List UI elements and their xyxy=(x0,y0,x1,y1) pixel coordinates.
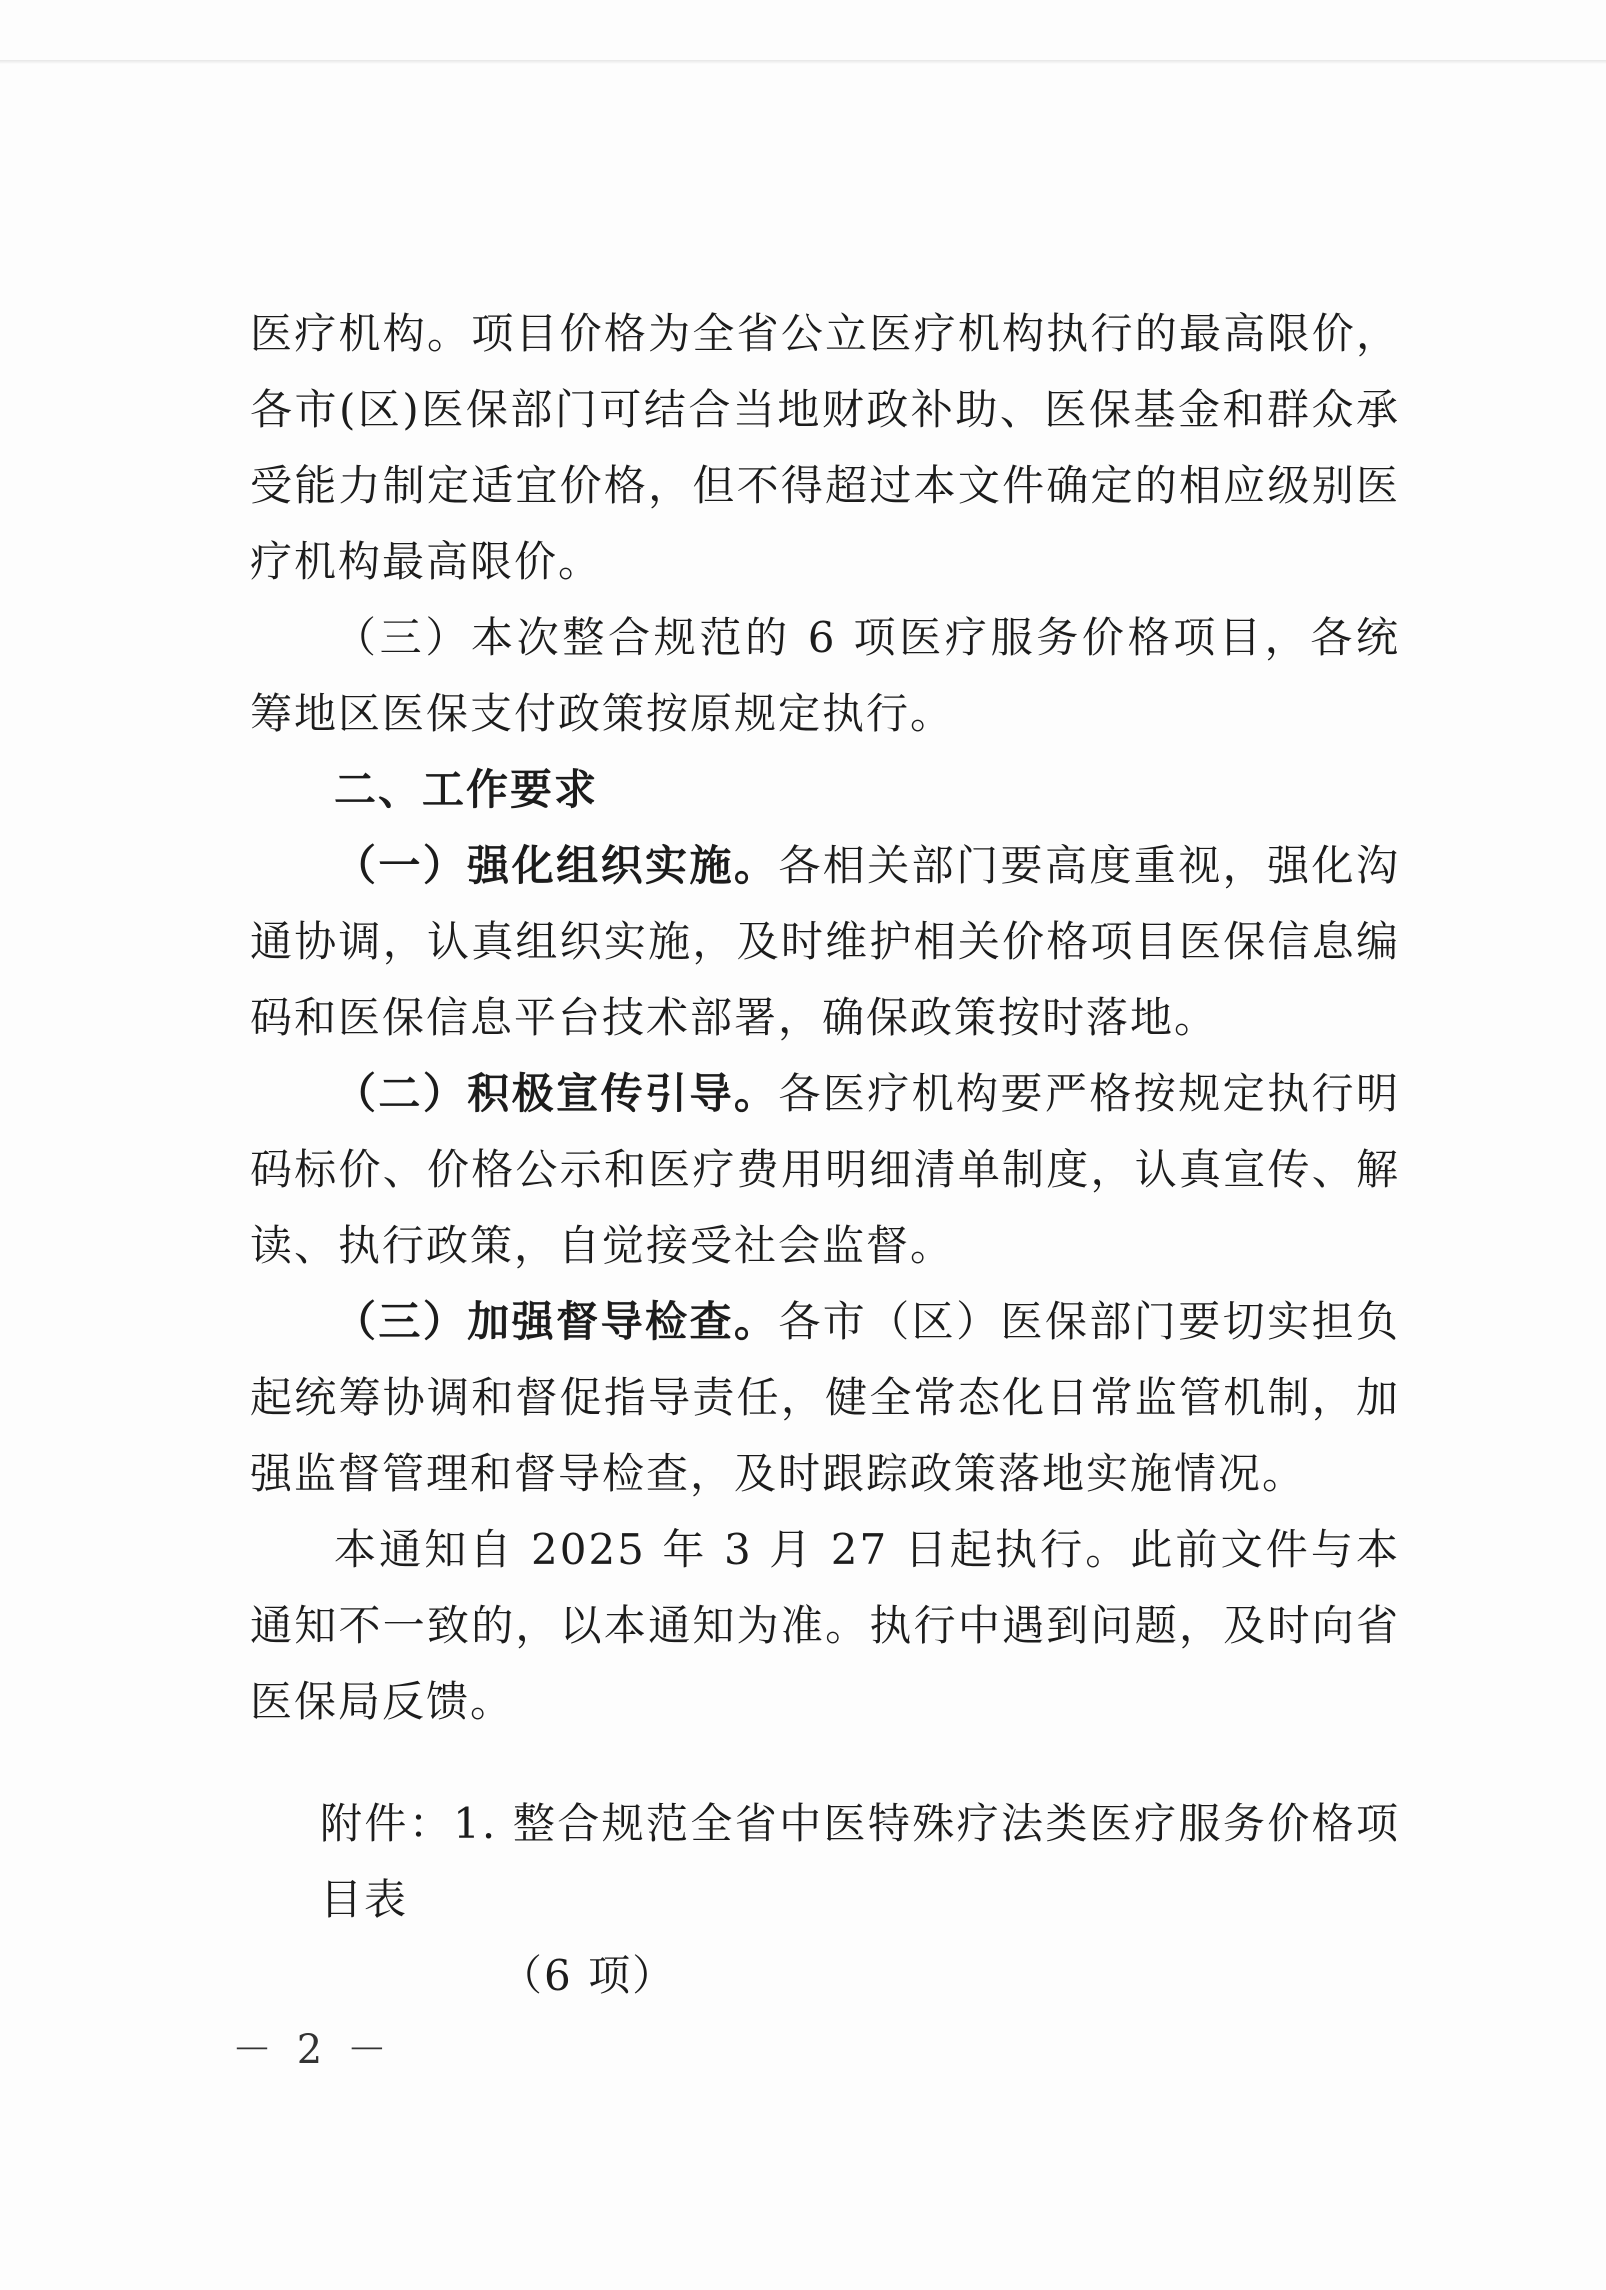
attachment-line-continued: （6 项） xyxy=(500,1951,677,2000)
paragraph-text-publicity: 各医疗机构要严格按规定执行明码标价、价格公示和医疗费用明细清单制度，认真宣传、解读、执行政策，自觉接受社会监督。 xyxy=(250,1069,1400,1270)
paragraph-text-supervision: 各市（区）医保部门要切实担负起统筹协调和督促指导责任，健全常态化日常监管机制，加强监督管理和督导检查，及时跟踪政策落地实施情况。 xyxy=(250,1297,1400,1498)
paragraph-publicity xyxy=(250,1056,1400,1284)
paragraph-effective-date: 本通知自 2025 年 3 月 27 日起执行。此前文件与本通知不一致的，以本通知为准。执行中遇到问题，及时向省医保局反馈。 xyxy=(250,1525,1400,1726)
document-body xyxy=(250,296,1400,2014)
paragraph-lead-supervision: （三）加强督导检查。 xyxy=(334,1297,779,1346)
scan-edge-shadow xyxy=(0,60,1606,64)
paragraph-payment-policy: （三）本次整合规范的 6 项医疗服务价格项目，各统筹地区医保支付政策按原规定执行。 xyxy=(250,613,1400,738)
paragraph-lead-publicity: （二）积极宣传引导。 xyxy=(334,1069,779,1118)
paragraph-text-organization: 各相关部门要高度重视，强化沟通协调，认真组织实施，及时维护相关价格项目医保信息编码和医保信息平台技术部署，确保政策按时落地。 xyxy=(250,841,1400,1042)
page-number: － 2 － xyxy=(232,2027,393,2073)
section-heading-work-requirements: 二、工作要求 xyxy=(334,765,599,814)
paragraph-supervision xyxy=(250,1284,1400,1512)
paragraph-organization xyxy=(250,828,1400,1056)
attachment-line: 附件：1. 整合规范全省中医特殊疗法类医疗服务价格项目表 xyxy=(320,1799,1400,1924)
paragraph-lead-organization: （一）强化组织实施。 xyxy=(334,841,779,890)
paragraph-price-limit: 医疗机构。项目价格为全省公立医疗机构执行的最高限价，各市(区)医保部门可结合当地财政补助、医保基金和群众承受能力制定适宜价格，但不得超过本文件确定的相应级别医疗机构最高限价。 xyxy=(250,309,1400,586)
